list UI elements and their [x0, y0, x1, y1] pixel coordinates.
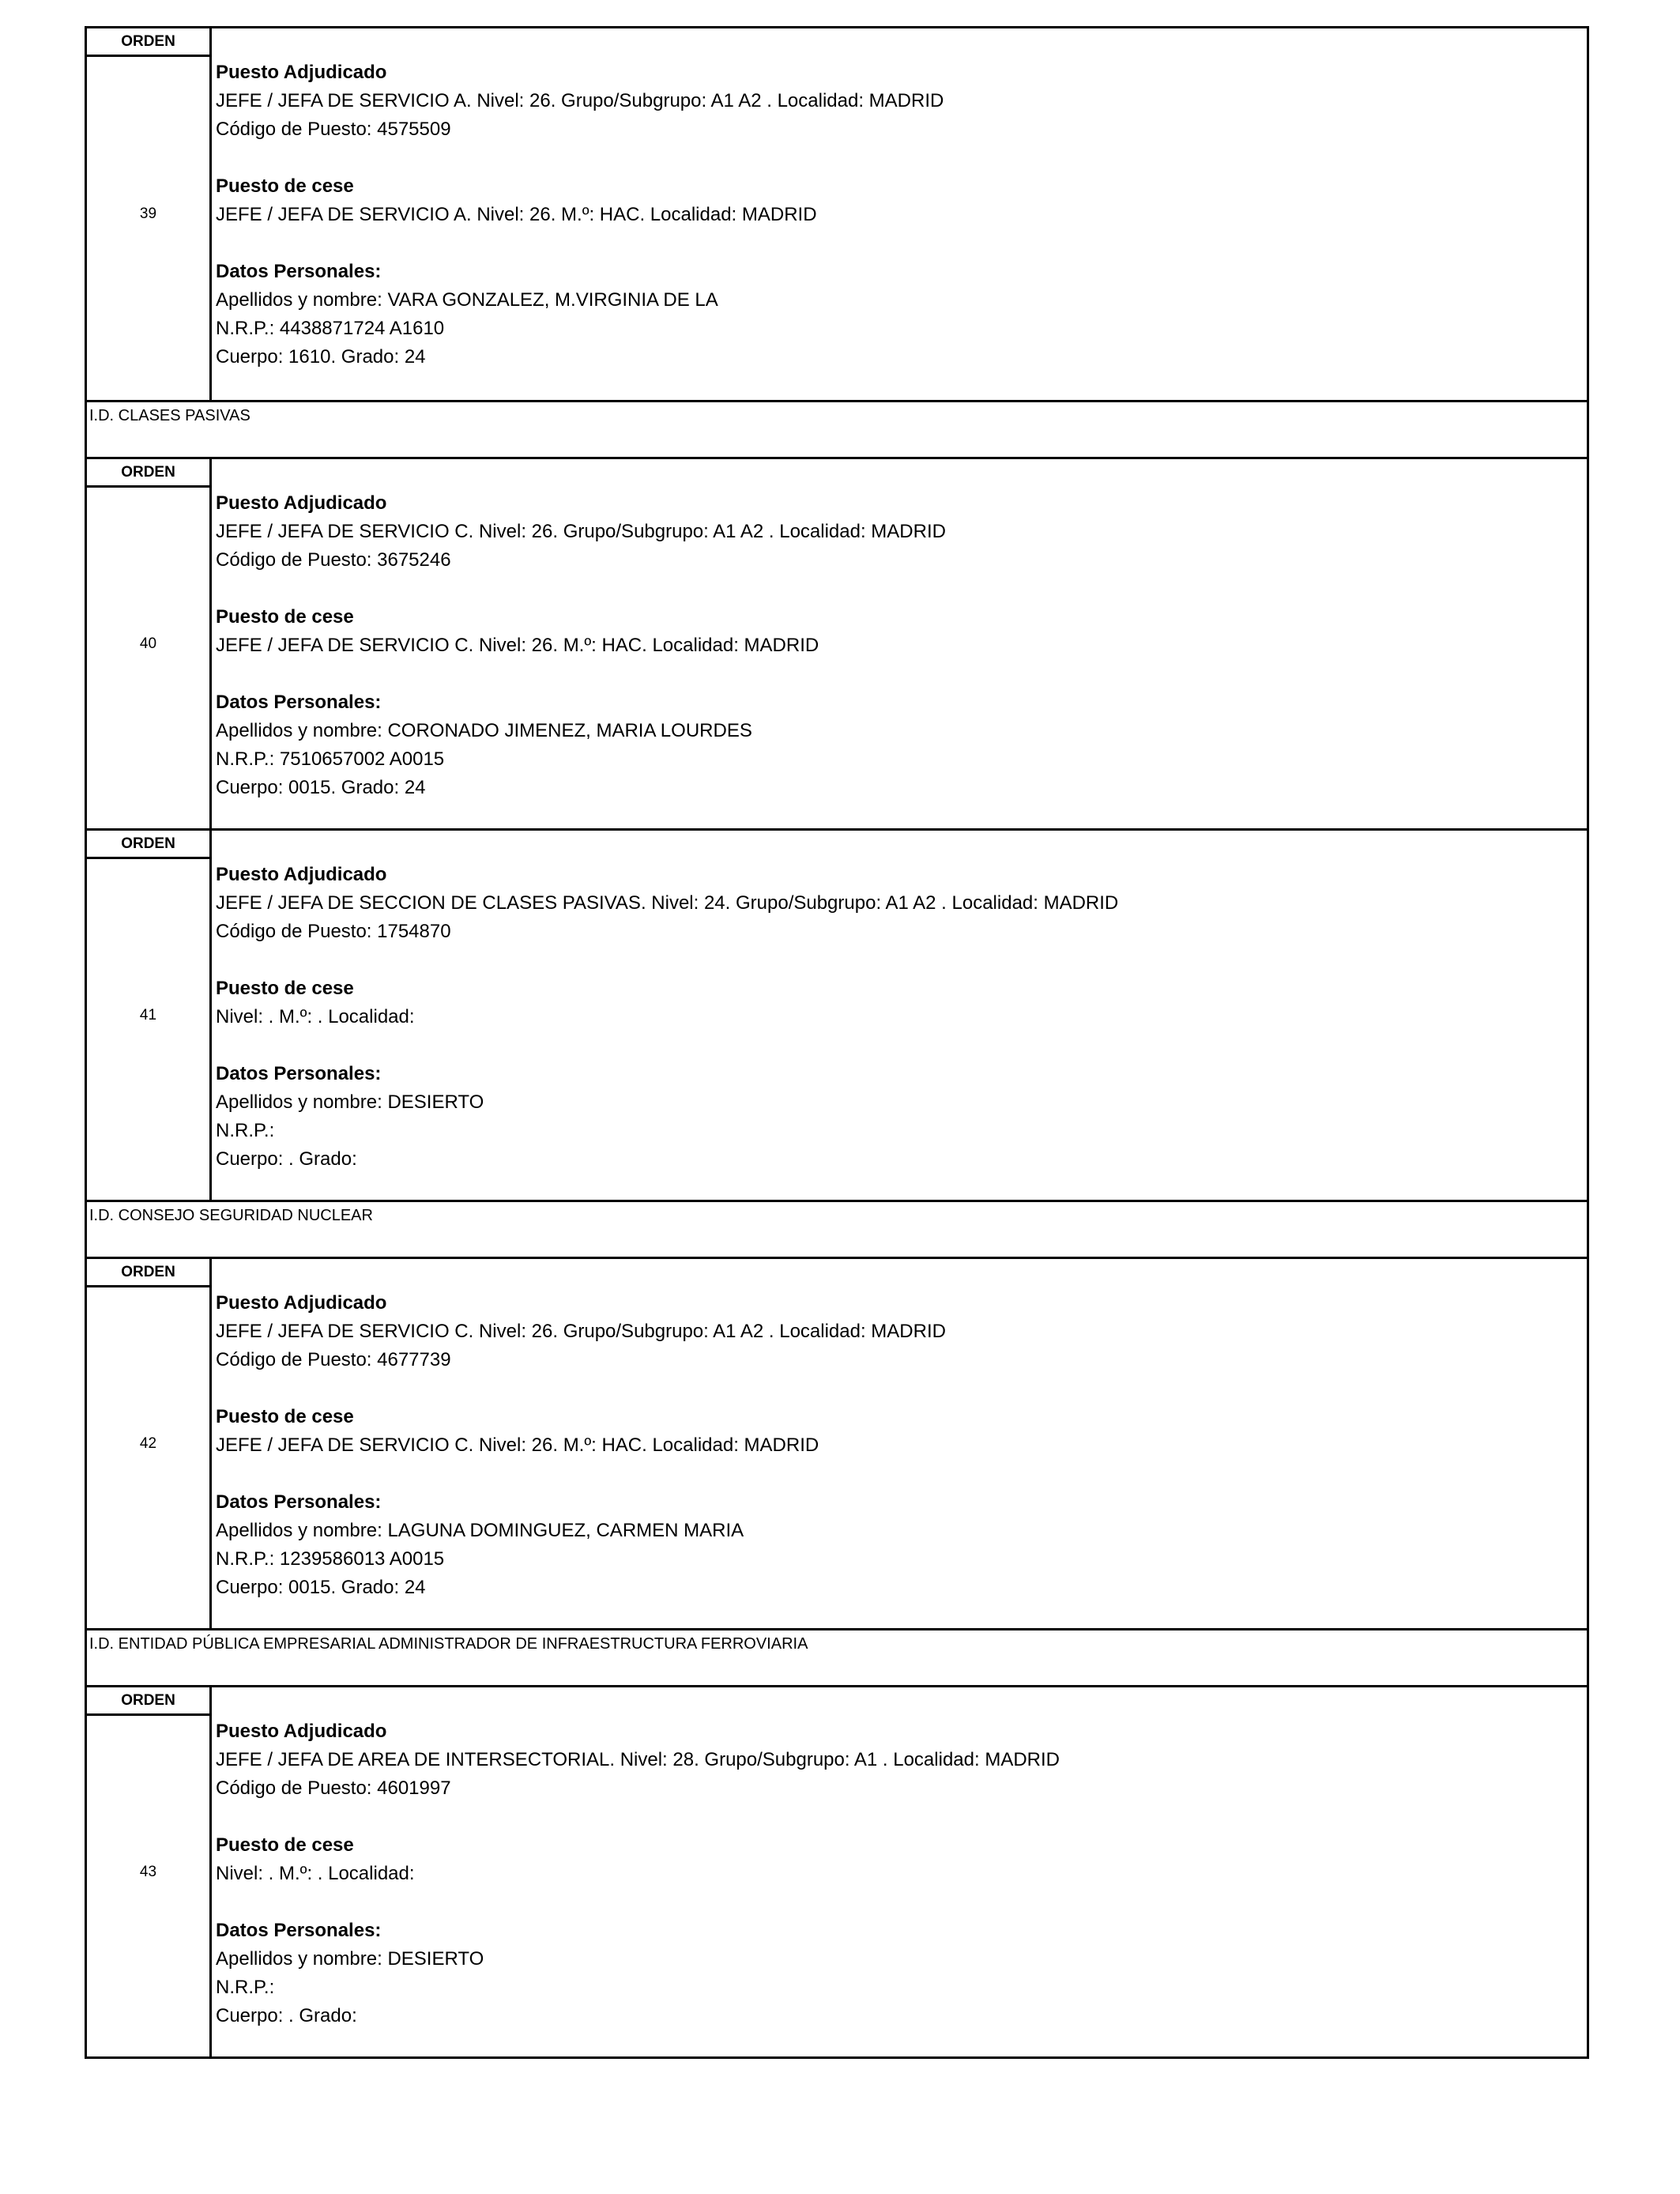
orden-label: ORDEN [87, 1259, 209, 1287]
apellidos-nombre: Apellidos y nombre: LAGUNA DOMINGUEZ, CARMEN MARIA [216, 1520, 744, 1541]
datos-title: Datos Personales: [216, 1491, 382, 1513]
datos-title: Datos Personales: [216, 1063, 382, 1084]
adjudicado-line: JEFE / JEFA DE SECCION DE CLASES PASIVAS. Nivel: 24. Grupo/Subgrupo: A1 A2 . Localidad: MADRID [216, 892, 1119, 914]
cese-line: Nivel: . M.º: . Localidad: [216, 1863, 415, 1884]
orden-label: ORDEN [87, 831, 209, 859]
cese-title: Puesto de cese [216, 175, 354, 197]
orden-number: 43 [139, 1863, 157, 1880]
cese-title: Puesto de cese [216, 1406, 354, 1427]
datos-title: Datos Personales: [216, 261, 382, 282]
section-title: I.D. CLASES PASIVAS [89, 407, 250, 424]
codigo-puesto: Código de Puesto: 3675246 [216, 549, 451, 571]
nrp: N.R.P.: [216, 1120, 275, 1141]
adjudicado-title: Puesto Adjudicado [216, 1721, 387, 1742]
section-title: I.D. CONSEJO SEGURIDAD NUCLEAR [89, 1207, 373, 1224]
nrp: N.R.P.: 1239586013 A0015 [216, 1548, 445, 1570]
entry-39 [87, 28, 1587, 400]
cuerpo-grado: Cuerpo: 1610. Grado: 24 [216, 346, 426, 368]
entry-content [216, 1717, 1584, 2030]
entry-content [216, 1289, 1584, 1602]
adjudicado-title: Puesto Adjudicado [216, 1292, 387, 1314]
orden-column [87, 1687, 212, 2056]
cuerpo-grado: Cuerpo: 0015. Grado: 24 [216, 777, 426, 798]
entry-content [216, 58, 1584, 371]
adjudicado-title: Puesto Adjudicado [216, 864, 387, 885]
orden-column [87, 1259, 212, 1628]
orden-number: 40 [139, 635, 157, 652]
orden-label: ORDEN [87, 28, 209, 57]
document-table [85, 26, 1589, 2059]
codigo-puesto: Código de Puesto: 4677739 [216, 1349, 451, 1370]
orden-column [87, 28, 212, 400]
adjudicado-title: Puesto Adjudicado [216, 492, 387, 514]
adjudicado-line: JEFE / JEFA DE AREA DE INTERSECTORIAL. Nivel: 28. Grupo/Subgrupo: A1 . Localidad: MADRID [216, 1749, 1060, 1770]
cese-title: Puesto de cese [216, 1834, 354, 1856]
orden-label: ORDEN [87, 1687, 209, 1716]
cese-line: Nivel: . M.º: . Localidad: [216, 1006, 415, 1027]
apellidos-nombre: Apellidos y nombre: DESIERTO [216, 1091, 484, 1113]
adjudicado-line: JEFE / JEFA DE SERVICIO C. Nivel: 26. Grupo/Subgrupo: A1 A2 . Localidad: MADRID [216, 521, 946, 542]
orden-number: 42 [139, 1434, 157, 1452]
orden-number: 41 [139, 1006, 157, 1023]
cese-line: JEFE / JEFA DE SERVICIO A. Nivel: 26. M.º: HAC. Localidad: MADRID [216, 204, 817, 225]
adjudicado-title: Puesto Adjudicado [216, 62, 387, 83]
codigo-puesto: Código de Puesto: 1754870 [216, 921, 451, 942]
section-header [87, 1200, 1587, 1257]
adjudicado-line: JEFE / JEFA DE SERVICIO C. Nivel: 26. Grupo/Subgrupo: A1 A2 . Localidad: MADRID [216, 1321, 946, 1342]
apellidos-nombre: Apellidos y nombre: CORONADO JIMENEZ, MARIA LOURDES [216, 720, 752, 741]
apellidos-nombre: Apellidos y nombre: DESIERTO [216, 1948, 484, 1970]
cese-title: Puesto de cese [216, 606, 354, 628]
adjudicado-line: JEFE / JEFA DE SERVICIO A. Nivel: 26. Grupo/Subgrupo: A1 A2 . Localidad: MADRID [216, 90, 944, 111]
nrp: N.R.P.: 7510657002 A0015 [216, 748, 445, 770]
orden-column [87, 459, 212, 828]
entry-42 [87, 1257, 1587, 1628]
section-title: I.D. ENTIDAD PÚBLICA EMPRESARIAL ADMINISTRADOR DE INFRAESTRUCTURA FERROVIARIA [89, 1635, 808, 1653]
apellidos-nombre: Apellidos y nombre: VARA GONZALEZ, M.VIRGINIA DE LA [216, 289, 718, 311]
cuerpo-grado: Cuerpo: . Grado: [216, 1148, 357, 1170]
nrp: N.R.P.: [216, 1977, 275, 1998]
nrp: N.R.P.: 4438871724 A1610 [216, 318, 445, 339]
entry-43 [87, 1685, 1587, 2056]
entry-40 [87, 457, 1587, 828]
cese-title: Puesto de cese [216, 978, 354, 999]
cuerpo-grado: Cuerpo: 0015. Grado: 24 [216, 1577, 426, 1598]
cese-line: JEFE / JEFA DE SERVICIO C. Nivel: 26. M.º: HAC. Localidad: MADRID [216, 1434, 819, 1456]
section-header [87, 1628, 1587, 1685]
cese-line: JEFE / JEFA DE SERVICIO C. Nivel: 26. M.º: HAC. Localidad: MADRID [216, 635, 819, 656]
entry-content [216, 861, 1584, 1174]
orden-label: ORDEN [87, 459, 209, 488]
codigo-puesto: Código de Puesto: 4575509 [216, 119, 451, 140]
orden-column [87, 831, 212, 1200]
datos-title: Datos Personales: [216, 1920, 382, 1941]
entry-content [216, 489, 1584, 802]
section-header [87, 400, 1587, 457]
cuerpo-grado: Cuerpo: . Grado: [216, 2005, 357, 2026]
orden-number: 39 [139, 205, 157, 222]
codigo-puesto: Código de Puesto: 4601997 [216, 1777, 451, 1799]
datos-title: Datos Personales: [216, 692, 382, 713]
entry-41 [87, 828, 1587, 1200]
